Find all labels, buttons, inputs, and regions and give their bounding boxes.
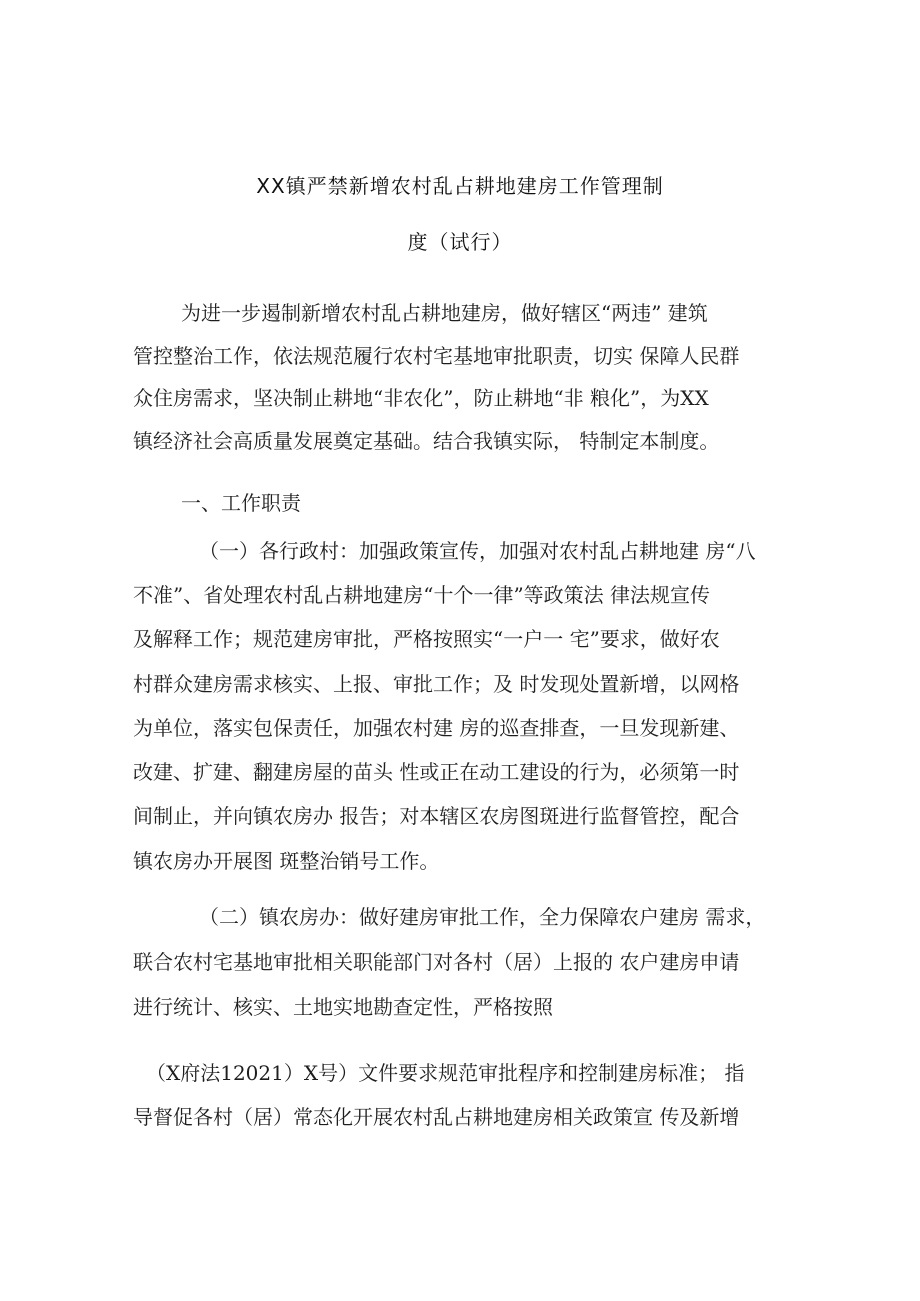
paragraph-line: 镇农房办开展图 斑整治销号工作。 — [133, 849, 440, 873]
paragraph-line: 为进一步遏制新增农村乱占耕地建房，做好辖区“两违” 建筑 — [181, 301, 708, 325]
paragraph-line: 不准”、省处理农村乱占耕地建房“十个一律”等政策法 律法规宣传 — [133, 583, 711, 607]
paragraph-line: 镇经济社会高质量发展奠定基础。结合我镇实际， 特制定本制度。 — [133, 429, 720, 453]
paragraph-line: （X府法12021）X号）文件要求规范审批程序和控制建房标准； 指 — [146, 1061, 745, 1085]
paragraph-line: 管控整治工作，依法规范履行农村宅基地审批职责，切实 保障人民群 — [133, 344, 740, 368]
paragraph-line: 众住房需求，坚决制止耕地“非农化”，防止耕地“非 粮化”，为XX — [133, 386, 709, 410]
document-title-line-2: 度（试行） — [407, 230, 513, 254]
section-heading: 一、工作职责 — [181, 491, 301, 515]
paragraph-line: 联合农村宅基地审批相关职能部门对各村（居）上报的 农户建房申请 — [133, 950, 740, 974]
paragraph-line: 村群众建房需求核实、上报、审批工作；及 时发现处置新增，以网格 — [133, 672, 740, 696]
paragraph-line: （二）镇农房办：做好建房审批工作，全力保障农户建房 需求， — [199, 905, 766, 929]
paragraph-line: 为单位，落实包保责任，加强农村建 房的巡查排查，一旦发现新建、 — [133, 716, 740, 740]
document-title-line-1: XX镇严禁新增农村乱占耕地建房工作管理制 — [256, 174, 664, 198]
paragraph-line: 进行统计、核实、土地实地勘查定性，严格按照 — [133, 995, 553, 1019]
paragraph-line: （一）各行政村：加强政策宣传，加强对农村乱占耕地建 房“八 — [199, 539, 756, 563]
paragraph-line: 间制止，并向镇农房办 报告；对本辖区农房图斑进行监督管控，配合 — [133, 804, 740, 828]
paragraph-line: 及解释工作；规范建房审批，严格按照实“一户一 宅”要求，做好农 — [133, 627, 720, 651]
paragraph-line: 导督促各村（居）常态化开展农村乱占耕地建房相关政策宣 传及新增 — [133, 1105, 740, 1129]
paragraph-line: 改建、扩建、翻建房屋的苗头 性或正在动工建设的行为，必须第一时 — [133, 760, 740, 784]
